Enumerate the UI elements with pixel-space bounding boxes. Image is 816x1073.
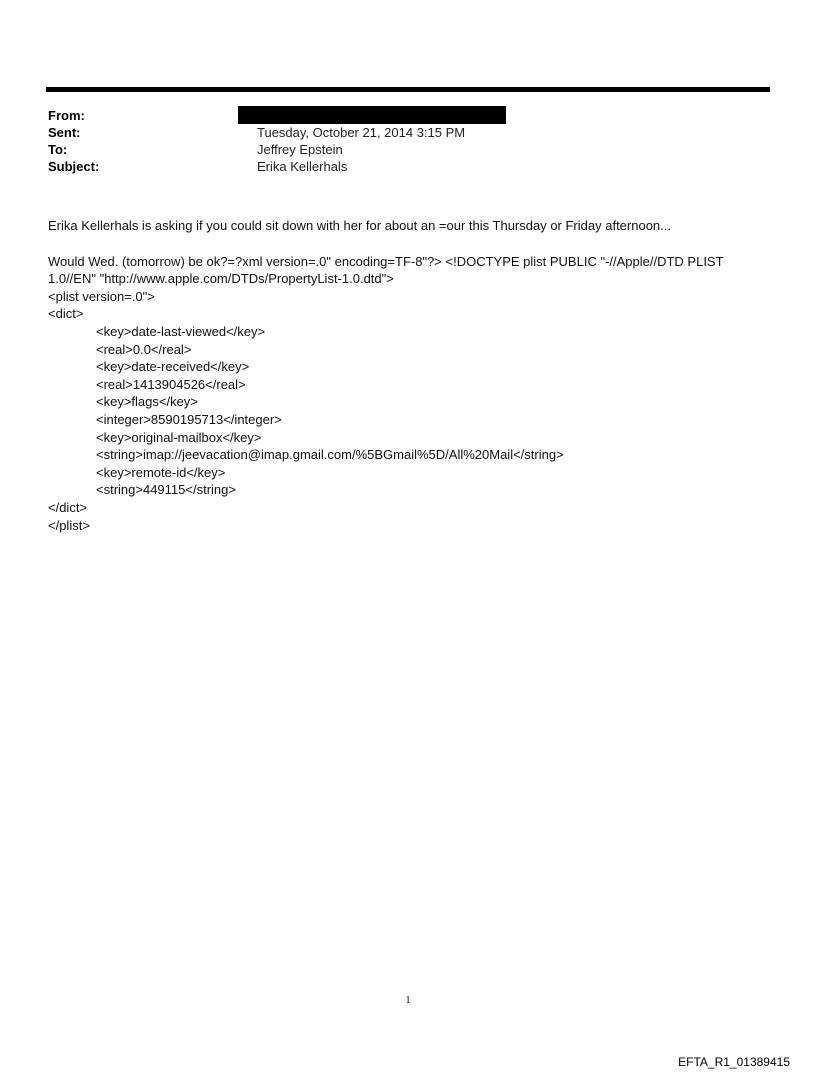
email-header: [48, 107, 768, 175]
plist-indented-line: <key>flags</key>: [96, 394, 198, 410]
redaction-bar: [238, 106, 506, 124]
plist-indented-line: <key>remote-id</key>: [96, 464, 226, 480]
from-label: From:: [48, 108, 85, 123]
plist-indented-line: <key>date-last-viewed</key>: [96, 323, 266, 339]
plist-indented-line: <integer>8590195713</integer>: [96, 411, 282, 427]
plist-indented-line: <real>0.0</real>: [96, 341, 192, 357]
to-value: Jeffrey Epstein: [257, 142, 343, 157]
header-rule: [46, 87, 770, 92]
subject-label: Subject:: [48, 159, 100, 174]
sent-value: Tuesday, October 21, 2014 3:15 PM: [257, 125, 466, 140]
subject-row: [48, 158, 768, 175]
sent-row: [48, 124, 768, 141]
plist-indented-line: <string>imap://jeevacation@imap.gmail.com/%5BGmail%5D/All%20Mail</string>: [96, 447, 564, 463]
plist-line: <plist version=.0">: [48, 288, 155, 304]
subject-value: Erika Kellerhals: [257, 159, 348, 174]
page-number: 1: [405, 995, 411, 1006]
plist-line: </dict>: [48, 499, 88, 515]
email-body: [48, 217, 768, 534]
to-label: To:: [48, 142, 68, 157]
plist-line: <dict>: [48, 306, 84, 322]
sent-label: Sent:: [48, 125, 81, 140]
from-row: [48, 107, 768, 124]
plist-line: </plist>: [48, 517, 90, 533]
paragraph-gap: [48, 235, 768, 253]
body-paragraph-2: Would Wed. (tomorrow) be ok?=?xml version=.0" encoding=TF-8"?> <!DOCTYPE plist PUBLIC "-//Apple//DTD PLIST 1.0//EN" "http://www.apple.com/DTDs/PropertyList-1.0.dtd">: [48, 253, 724, 287]
plist-indented-line: <key>original-mailbox</key>: [96, 429, 262, 445]
document-id: EFTA_R1_01389415: [678, 1055, 790, 1069]
plist-indented-line: <string>449115</string>: [96, 482, 236, 498]
plist-indented-line: <real>1413904526</real>: [96, 376, 246, 392]
body-paragraph-1: Erika Kellerhals is asking if you could sit down with her for about an =our this Thursday or Friday afternoon...: [48, 218, 671, 233]
plist-indented-line: <key>date-received</key>: [96, 359, 250, 375]
to-row: [48, 141, 768, 158]
